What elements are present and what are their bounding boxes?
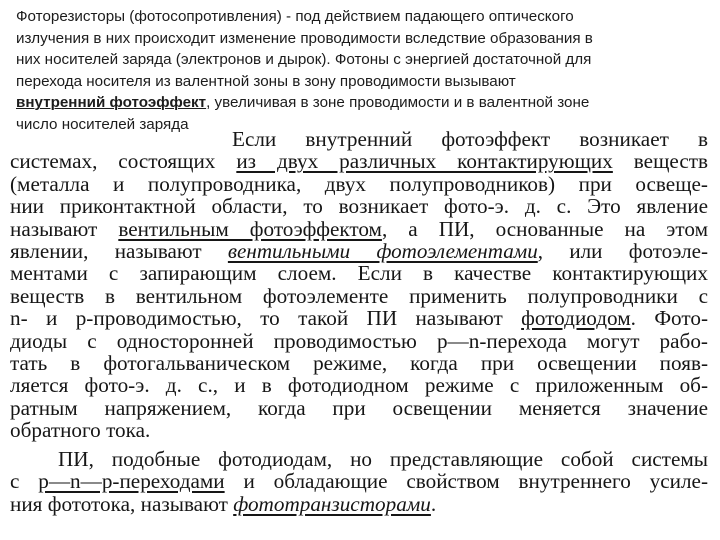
scan-p1-line-4: нии приконтактной области, то возникает фото-э. д. с. Это явление [10, 194, 708, 219]
scan-text: веществ [612, 149, 708, 174]
scan-underlined-two-substances: из двух различных контактирующих [236, 149, 613, 174]
scan-text: . [430, 491, 437, 516]
scan-term-pnp-junctions: p—n—p-переходами [38, 469, 225, 494]
scan-p1-line-10: диоды с односторонней проводимостью p—n-перехода могут рабо- [10, 328, 708, 353]
scan-p1-line-6 [10, 240, 708, 262]
scan-text: и обладающие свойством внутреннего усиле- [224, 469, 708, 494]
intro-line-5-rest: , увеличивая в зоне проводимости и в валентной зоне [206, 94, 590, 112]
scan-term-phototransistors: фототранзисторами [233, 491, 431, 516]
scan-text: n- и p-проводимостью, то такой ПИ называют [10, 306, 522, 331]
scan-p1-line-8: веществ в вентильном фотоэлементе применить полупроводники с [10, 283, 708, 308]
scan-p1-line-12: ляется фото-э. д. с., и в фотодиодном режиме с приложенным об- [10, 373, 708, 398]
intro-line-2: излучения в них происходит изменение проводимости вследствие образования в [16, 29, 593, 47]
scan-p1-line-14: обратного тока. [10, 418, 151, 443]
intro-line-4: перехода носителя из валентной зоны в зону проводимости вызывают [16, 72, 516, 90]
scan-p1-line-7: ментами с запирающим слоем. Если в качестве контактирующих [10, 261, 708, 286]
scan-p2-line-1: ПИ, подобные фотодиодам, но представляющие собой системы [58, 446, 708, 471]
scan-text: . Фото- [630, 306, 708, 331]
intro-line-3: них носителей заряда (электронов и дырок). Фотоны с энергией достаточной для [16, 51, 592, 69]
scan-p1-line-11: тать в фотогальваническом режиме, когда при освещении появ- [10, 351, 708, 376]
scan-p1-line-9 [10, 307, 708, 329]
intro-text [16, 6, 712, 136]
scan-p1-line-3: (металла и полупроводника, двух полупроводников) при освеще- [10, 171, 708, 196]
scan-term-photodiode: фотодиодом [521, 306, 631, 331]
scan-text: ния фототока, называют [10, 491, 234, 516]
scan-p1-line-13: ратным напряжением, когда при освещении меняется значение [10, 395, 708, 420]
scan-p1-line-2 [10, 150, 708, 172]
intro-line-1: Фоторезисторы (фотосопротивления) - под действием падающего оптического [16, 8, 574, 25]
scan-text: явлении, называют [10, 239, 228, 264]
scan-p2-line-3 [10, 493, 708, 515]
scanned-text [10, 128, 708, 515]
scan-term-valve-photocells: вентильными фотоэлементами [227, 239, 538, 264]
scan-term-valve-photoeffect: вентильным фотоэффектом [118, 216, 382, 241]
scan-text: системах, состоящих [10, 149, 237, 174]
scan-p1-line-5 [10, 218, 708, 240]
scan-text: , а ПИ, основанные на этом [381, 216, 708, 241]
scan-text: называют [10, 216, 119, 241]
intro-term-internal-photoeffect: внутренний фотоэффект [16, 94, 207, 112]
intro-line-6: число носителей заряда [16, 115, 189, 133]
scan-text: , или фотоэле- [537, 239, 708, 264]
intro-line-5 [16, 92, 712, 114]
scan-p1-line-1: Если внутренний фотоэффект возникает в [232, 127, 708, 151]
scan-p2-line-2 [10, 470, 708, 492]
scan-text: с [10, 469, 39, 494]
